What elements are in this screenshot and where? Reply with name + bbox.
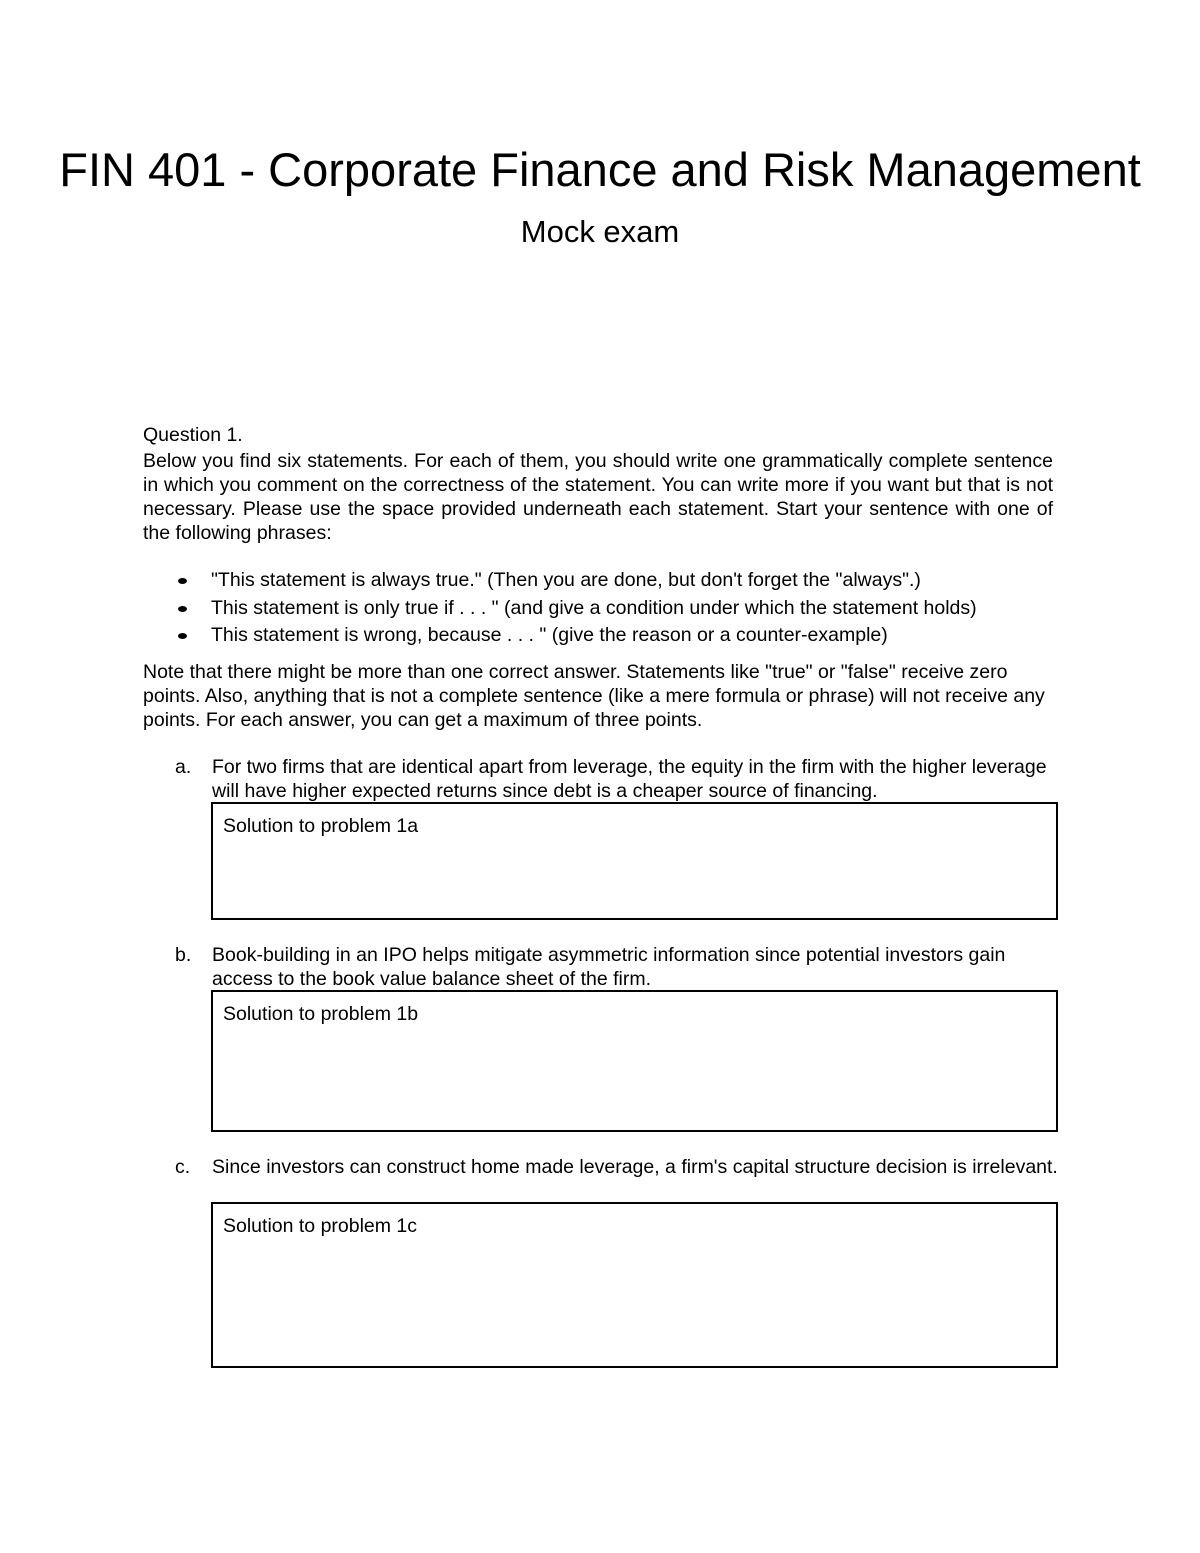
phrase-text: This statement is wrong, because . . . " (give the reason or a counter-example) <box>211 624 888 646</box>
question-label: Question 1. <box>143 424 243 446</box>
problem-letter: b. <box>175 944 192 966</box>
solution-label: Solution to problem 1b <box>223 1003 419 1025</box>
phrase-text: "This statement is always true." (Then you are done, but don't forget the "always".) <box>211 569 921 591</box>
problem-statement: Book-building in an IPO helps mitigate asymmetric information since potential investors gain access to the book value balance sheet of the firm. <box>212 944 1006 990</box>
phrase-list <box>143 567 1053 650</box>
problem-c <box>143 1155 1063 1179</box>
title-block <box>0 140 1200 252</box>
phrase-item <box>143 595 1053 623</box>
problem-a <box>143 755 1063 803</box>
question-intro: Below you find six statements. For each of them, you should write one grammatically complete sentence in which you comment on the correctness of the statement. You can write more if you want but that is not necessary. Please use the space provided underneath each statement. Start your sentence with one of the following phrases: <box>143 450 1053 544</box>
solution-label: Solution to problem 1c <box>223 1215 418 1237</box>
problem-statement: Since investors can construct home made leverage, a firm's capital structure decision is irrelevant. <box>212 1156 1058 1178</box>
grading-note: Note that there might be more than one correct answer. Statements like "true" or "false" receive zero points. Also, anything that is not a complete sentence (like a mere formula or phrase) will not receive any points. For each answer, you can get a maximum of three points. <box>143 661 1045 731</box>
solution-box-1a[interactable] <box>211 802 1058 920</box>
solution-label: Solution to problem 1a <box>223 815 419 837</box>
phrase-item <box>143 622 1053 650</box>
phrase-text: This statement is only true if . . . " (and give a condition under which the statement holds) <box>211 596 977 619</box>
bullet-icon <box>178 633 187 639</box>
problem-letter: a. <box>175 756 192 778</box>
bullet-icon <box>178 578 187 584</box>
problem-statement: For two firms that are identical apart from leverage, the equity in the firm with the higher leverage will have higher expected returns since debt is a cheaper source of financing. <box>212 756 1047 802</box>
page-title: FIN 401 - Corporate Finance and Risk Management <box>59 143 1141 196</box>
solution-box-1b[interactable] <box>211 990 1058 1132</box>
bullet-icon <box>178 606 187 612</box>
page-subtitle: Mock exam <box>520 214 680 249</box>
problem-letter: c. <box>175 1156 191 1178</box>
phrase-item <box>143 567 1053 595</box>
problem-b <box>143 943 1063 991</box>
solution-box-1c[interactable] <box>211 1202 1058 1368</box>
